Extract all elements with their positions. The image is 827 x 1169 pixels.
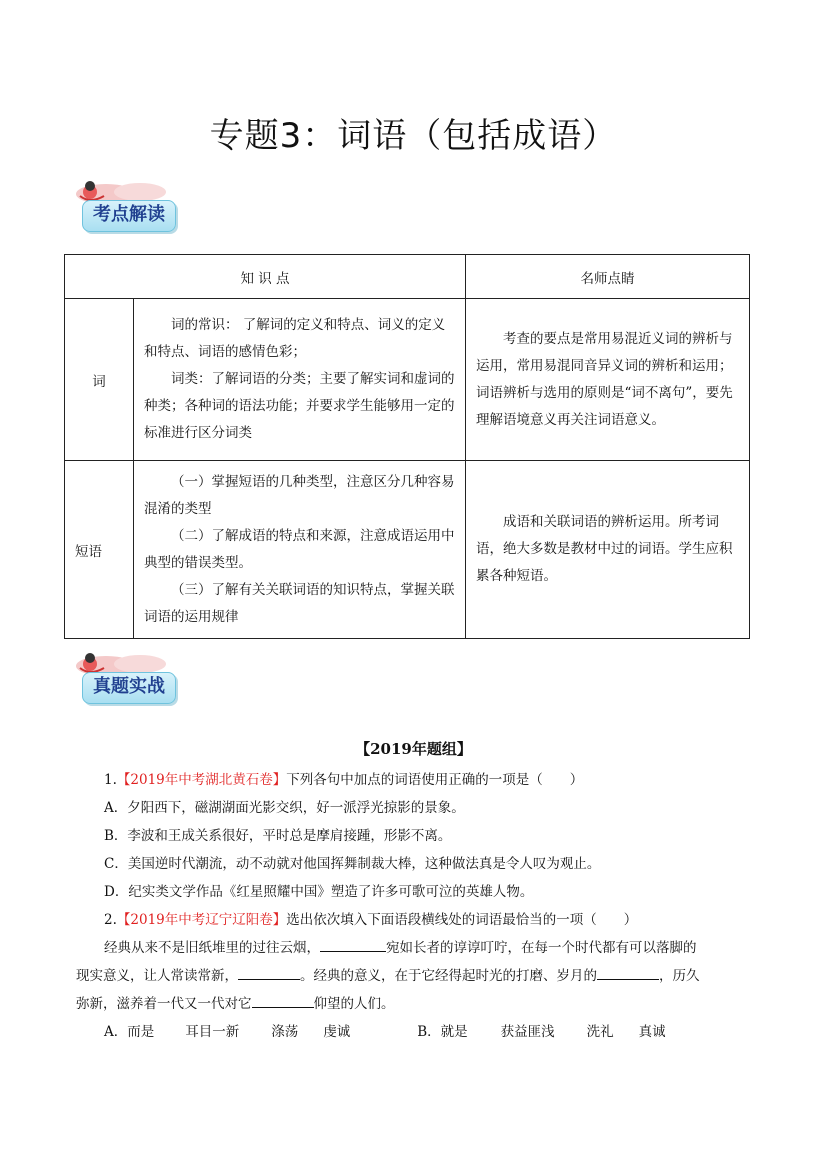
row-category: 短语: [65, 461, 134, 639]
q1-option: D．纪实类文学作品《红星照耀中国》塑造了许多可歌可泣的英雄人物。: [104, 884, 534, 900]
option-word: 真诚: [638, 1024, 666, 1040]
option-word: 就是: [440, 1024, 468, 1040]
passage-text: ，历久: [659, 968, 700, 984]
kaodian-banner: [70, 174, 180, 236]
tip-text: 考查的要点是常用易混近义词的辨析与运用，常用易混同音异义词的辨析和运用；词语辨析与选用的原则是“词不离句”，要先理解语境意义再关注词语意义。: [476, 330, 733, 428]
option-letter: A．: [104, 1024, 128, 1040]
tip-text: 成语和关联词语的辨析运用。所考词语，绝大多数是教材中过的词语。学生应积累各种短语。: [476, 514, 733, 584]
passage-text: 弥新，滋养着一代又一代对它: [76, 996, 252, 1012]
row-knowledge: [134, 461, 466, 639]
knowledge-text: 词的常识： 了解词的定义和特点、词义的定义和特点、词语的感情色彩；: [144, 317, 446, 360]
q1-option: B．李波和王成关系很好，平时总是摩肩接踵，形影不离。: [104, 828, 452, 844]
option-word: 而是: [127, 1024, 155, 1040]
q1-number: 1.: [104, 772, 117, 788]
passage-text: 宛如长者的谆谆叮咛，在每一个时代都有可以落脚的: [386, 940, 697, 956]
knowledge-text: （一）掌握短语的几种类型，注意区分几种容易混淆的类型: [144, 473, 455, 517]
header-tips: 名师点睛: [466, 255, 750, 299]
q1-stem: 下列各句中加点的词语使用正确的一项是（ ）: [286, 772, 584, 788]
section-heading: 【2019年题组】: [355, 740, 472, 758]
zhenti-banner: [70, 646, 180, 708]
row-tip: [466, 299, 750, 461]
q2-stem: 选出依次填入下面语段横线处的词语最恰当的一项（ ）: [286, 912, 638, 928]
knowledge-table: [64, 254, 750, 639]
option-word: 耳目一新: [185, 1024, 240, 1040]
row-category: 词: [65, 299, 134, 461]
q2-passage-line: [76, 990, 753, 1018]
passage-text: 。经典的意义，在于它经得起时光的打磨、岁月的: [300, 968, 597, 984]
row-tip: [466, 461, 750, 639]
page-title: 专题3：词语（包括成语）: [209, 116, 618, 156]
q2-number: 2.: [104, 912, 117, 928]
row-knowledge: [134, 299, 466, 461]
q2-source: 【2019年中考辽宁辽阳卷】: [116, 912, 287, 928]
answer-blank: [597, 965, 659, 980]
option-letter: B．: [417, 1024, 441, 1040]
option-word: 虔诚: [323, 1024, 351, 1040]
q2-passage-line: [76, 962, 753, 990]
option-word: 洗礼: [586, 1024, 614, 1040]
table-header-row: [65, 255, 750, 299]
q1-option: C．美国逆时代潮流，动不动就对他国挥舞制裁大棒，这种做法真是令人叹为观止。: [104, 856, 601, 872]
table-row: [65, 299, 750, 461]
option-word: 获益匪浅: [500, 1024, 555, 1040]
q1-source: 【2019年中考湖北黄石卷】: [116, 772, 287, 788]
q1-option: A．夕阳西下，磁湖湖面光影交织，好一派浮光掠影的景象。: [104, 800, 465, 816]
q1-stem-line: [104, 766, 753, 794]
passage-text: 现实意义，让人常读常新，: [76, 968, 238, 984]
knowledge-text: （三）了解有关关联词语的知识特点，掌握关联词语的运用规律: [144, 581, 455, 625]
question-1: [76, 766, 753, 1046]
banner-label: 真题实战: [93, 676, 165, 697]
header-knowledge: 知 识 点: [65, 255, 466, 299]
option-word: 涤荡: [271, 1024, 299, 1040]
answer-blank: [252, 993, 314, 1008]
answer-blank: [320, 937, 386, 952]
passage-text: 仰望的人们。: [313, 996, 395, 1012]
knowledge-text: 词类：了解词语的分类；主要了解实词和虚词的种类；各种词的语法功能；并要求学生能够用一定的标准进行区分词类: [144, 371, 455, 441]
q2-stem-line: [104, 906, 753, 934]
q2-options-line: [104, 1018, 753, 1046]
passage-text: 经典从来不是旧纸堆里的过往云烟，: [104, 940, 320, 956]
q2-passage-line: [104, 934, 753, 962]
knowledge-text: （二）了解成语的特点和来源，注意成语运用中典型的错误类型。: [144, 527, 455, 571]
banner-label: 考点解读: [93, 204, 165, 225]
answer-blank: [238, 965, 300, 980]
table-row: [65, 461, 750, 639]
